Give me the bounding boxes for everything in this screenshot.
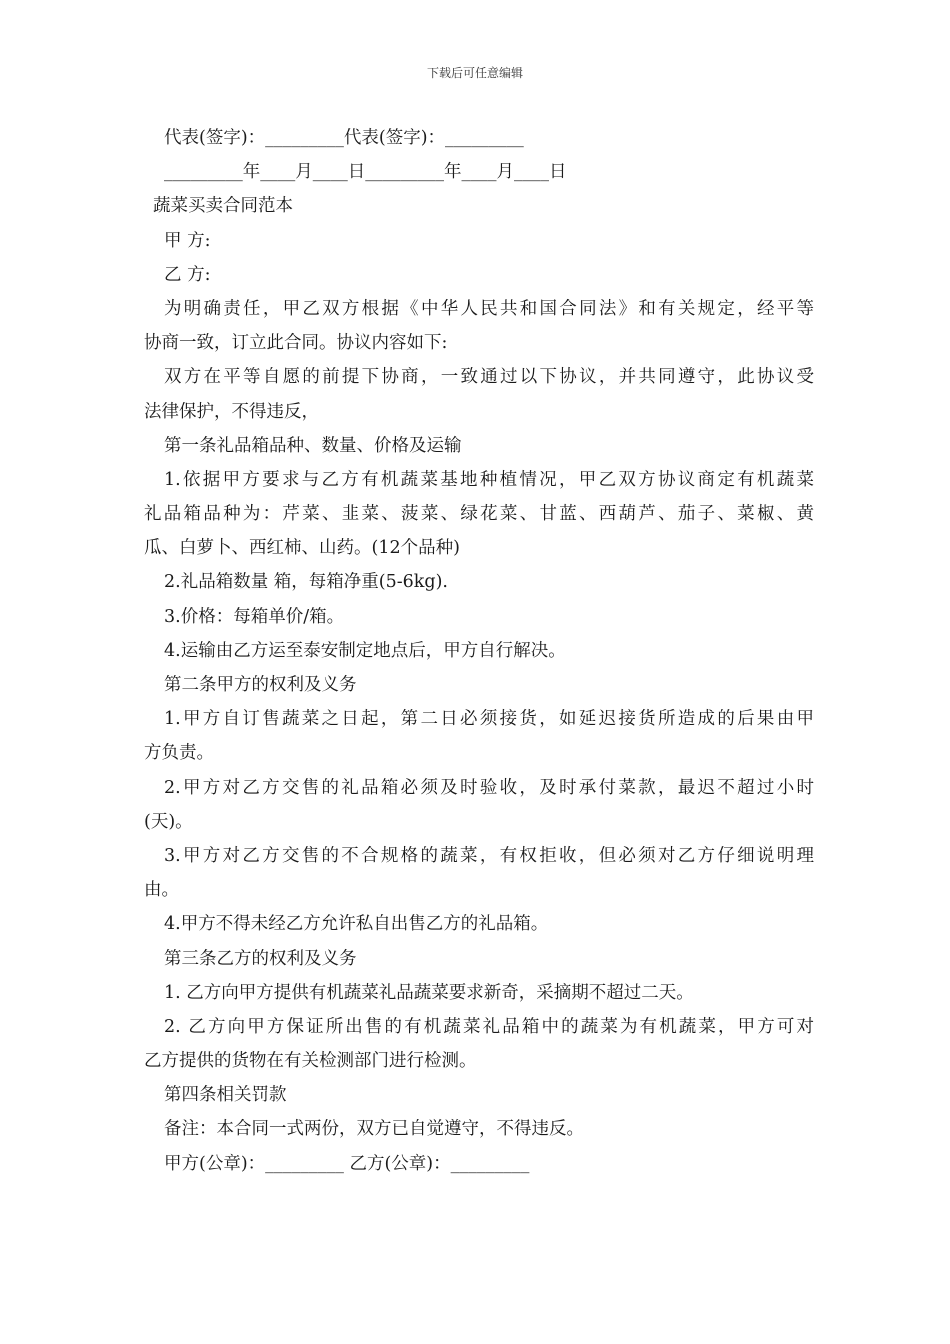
document-line: 备注：本合同一式两份，双方已自觉遵守，不得违反。 [164, 1119, 584, 1140]
document-line: 瓜、白萝卜、西红柿、山药。(12个品种) [144, 538, 460, 559]
document-line: 3.甲方对乙方交售的不合规格的蔬菜，有权拒收，但必须对乙方仔细说明理 [164, 845, 814, 866]
document-line: 1.甲方自订售蔬菜之日起，第二日必须接货，如延迟接货所造成的后果由甲 [164, 709, 814, 730]
page-header-note: 下载后可任意编辑 [426, 66, 523, 80]
document-line: 方负责。 [144, 743, 214, 764]
document-line: 第四条相关罚款 [164, 1085, 287, 1106]
document-line: 乙方提供的货物在有关检测部门进行检测。 [144, 1051, 477, 1072]
document-line: 4.运输由乙方运至泰安制定地点后，甲方自行解决。 [164, 640, 566, 661]
document-line: 为明确责任，甲乙双方根据《中华人民共和国合同法》和有关规定，经平等 [164, 298, 814, 319]
document-line: 4.甲方不得未经乙方允许私自出售乙方的礼品箱。 [164, 914, 549, 935]
document-line: 甲方(公章)：_________ 乙方(公章)：_________ [164, 1153, 530, 1174]
document-line: _________年____月____日_________年____月____日 [164, 162, 567, 183]
document-line: 第三条乙方的权利及义务 [164, 948, 357, 969]
document-line: 2. 乙方向甲方保证所出售的有机蔬菜礼品箱中的蔬菜为有机蔬菜，甲方可对 [164, 1016, 814, 1037]
document-line: 礼品箱品种为：芹菜、韭菜、菠菜、绿花菜、甘蓝、西葫芦、茄子、菜椒、黄 [144, 504, 814, 525]
document-line: 蔬菜买卖合同范本 [153, 196, 293, 217]
document-line: 2.甲方对乙方交售的礼品箱必须及时验收，及时承付菜款，最迟不超过小时 [164, 777, 814, 798]
document-line: 第二条甲方的权利及义务 [164, 675, 357, 695]
document-line: 3.价格：每箱单价/箱。 [164, 606, 345, 627]
document-line: 1.依据甲方要求与乙方有机蔬菜基地种植情况，甲乙双方协议商定有机蔬菜 [164, 469, 814, 490]
document-line: 甲 方: [164, 230, 211, 251]
document-line: 1. 乙方向甲方提供有机蔬菜礼品蔬菜要求新奇，采摘期不超过二天。 [164, 982, 694, 1003]
document-line: 第一条礼品箱品种、数量、价格及运输 [164, 435, 462, 456]
document-body [144, 121, 814, 1181]
document-line: 乙 方: [164, 264, 211, 285]
document-line: 法律保护，不得违反， [144, 401, 319, 422]
document-line: 2.礼品箱数量 箱，每箱净重(5-6kg). [164, 572, 448, 593]
document-line: 协商一致，订立此合同。协议内容如下: [144, 333, 448, 354]
document-line: 由。 [144, 880, 179, 901]
document-line: (天)。 [144, 811, 193, 832]
document-line: 代表(签字)：_________代表(签字)：_________ [164, 128, 524, 148]
document-line: 双方在平等自愿的前提下协商，一致通过以下协议，并共同遵守，此协议受 [164, 367, 814, 388]
